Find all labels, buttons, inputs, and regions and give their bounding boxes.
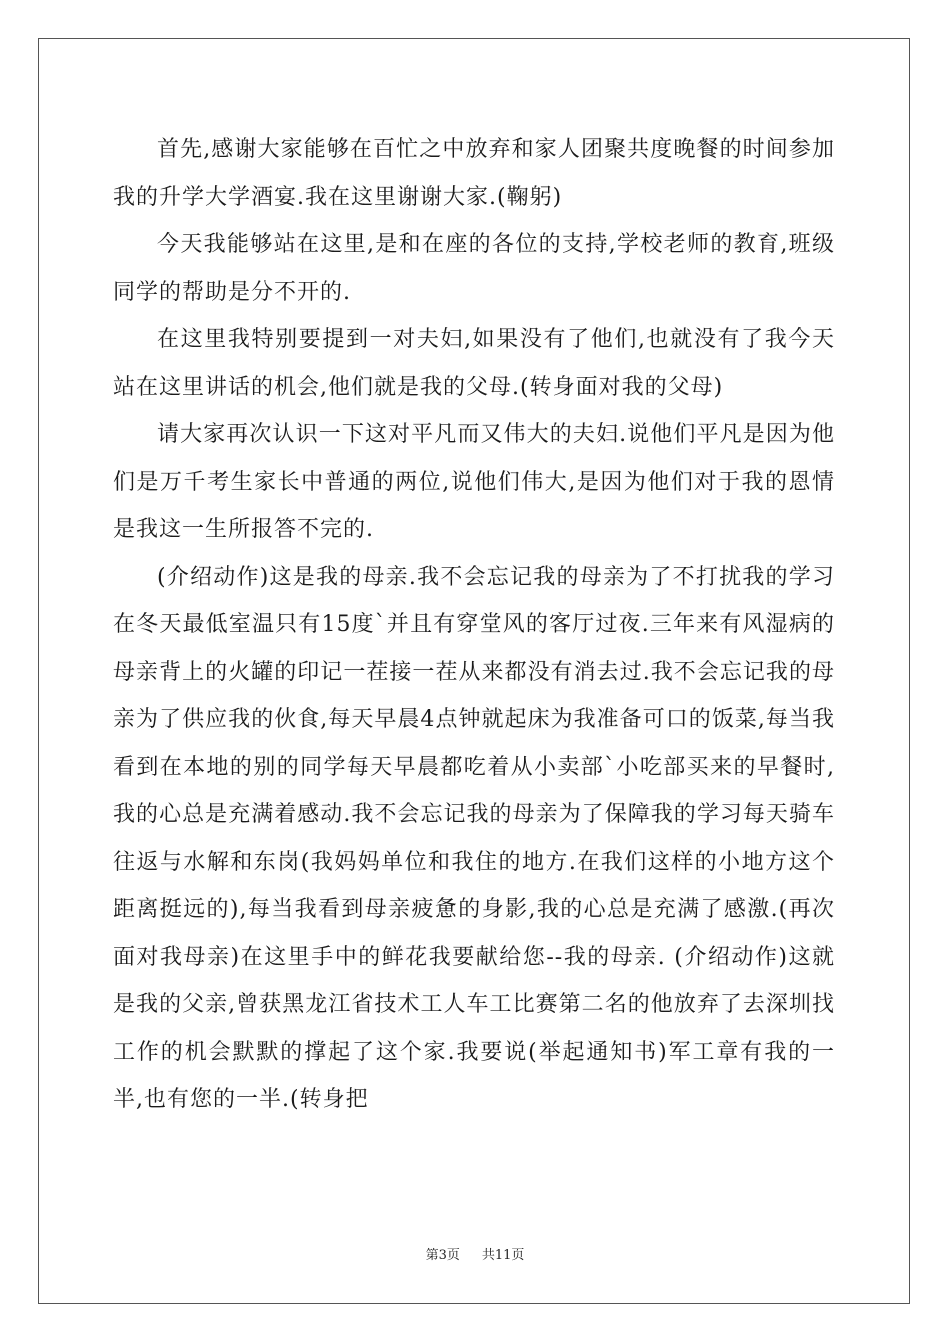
document-body	[113, 126, 835, 1124]
paragraph-2: 今天我能够站在这里,是和在座的各位的支持,学校老师的教育,班级同学的帮助是分不开的.	[113, 232, 835, 305]
paragraph-4: 请大家再次认识一下这对平凡而又伟大的夫妇.说他们平凡是因为他们是万千考生家长中普通的两位,说他们伟大,是因为他们对于我的恩情是我这一生所报答不完的.	[113, 422, 835, 542]
page-footer	[0, 1244, 950, 1263]
paragraph-3: 在这里我特别要提到一对夫妇,如果没有了他们,也就没有了我今天站在这里讲话的机会,他们就是我的父母.(转身面对我的父母)	[113, 327, 835, 400]
page-number-current: 第3页	[425, 1248, 460, 1263]
paragraph-5: (介绍动作)这是我的母亲.我不会忘记我的母亲为了不打扰我的学习在冬天最低室温只有15度`并且有穿堂风的客厅过夜.三年来有风湿病的母亲背上的火罐的印记一茬接一茬从来都没有消去过.我不会忘记我的母亲为了供应我的伙食,每天早晨4点钟就起床为我准备可口的饭菜,每当我看到在本地的别的同学每天早晨都吃着从小卖部`小吃部买来的早餐时,我的心总是充满着感动.我不会忘记我的母亲为了保障我的学习每天骑车往返与水解和东岗(我妈妈单位和我住的地方.在我们这样的小地方这个距离挺远的),每当我看到母亲疲惫的身影,我的心总是充满了感激.(再次面对我母亲)在这里手中的鲜花我要献给您--我的母亲. (介绍动作)这就是我的父亲,曾获黑龙江省技术工人车工比赛第二名的他放弃了去深圳找工作的机会默默的撑起了这个家.我要说(举起通知书)军工章有我的一半,也有您的一半.(转身把	[113, 564, 835, 1112]
paragraph-1: 首先,感谢大家能够在百忙之中放弃和家人团聚共度晚餐的时间参加我的升学大学酒宴.我在这里谢谢大家.(鞠躬)	[113, 137, 835, 210]
page-number-total: 共11页	[481, 1248, 525, 1263]
